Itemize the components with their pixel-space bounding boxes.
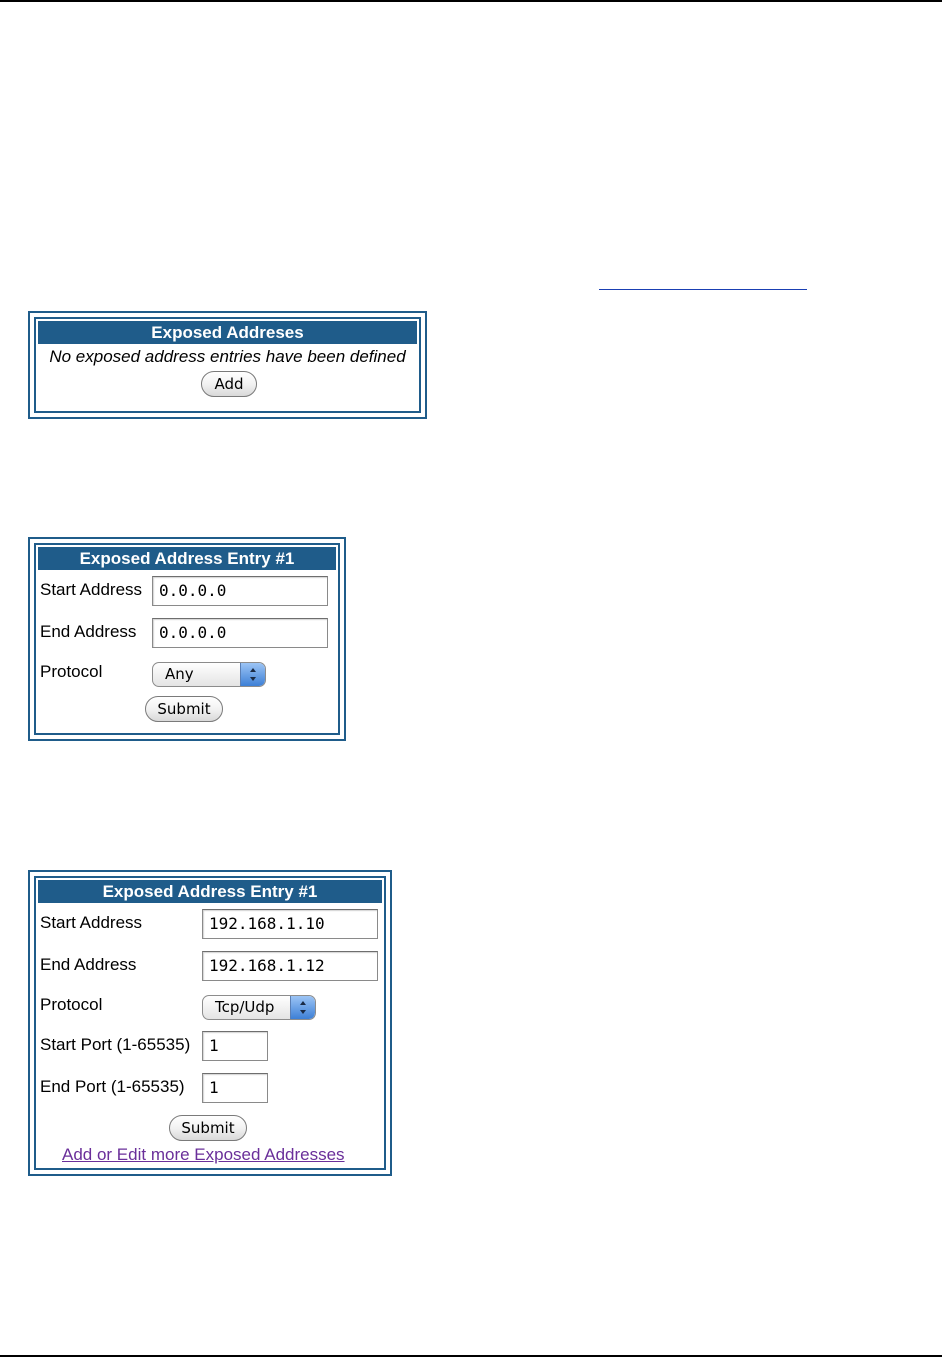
up-down-arrows-icon xyxy=(290,996,315,1019)
add-edit-exposed-addresses-link[interactable]: Add or Edit more Exposed Addresses xyxy=(62,1145,345,1164)
start-address-row xyxy=(38,572,336,614)
end-address-field[interactable]: 192.168.1.12 xyxy=(202,951,378,981)
start-address-field[interactable]: 0.0.0.0 xyxy=(152,576,328,606)
up-down-arrows-icon xyxy=(240,663,265,686)
add-button[interactable]: Add xyxy=(201,371,257,397)
empty-message: No exposed address entries have been defined xyxy=(49,347,406,366)
end-address-field[interactable]: 0.0.0.0 xyxy=(152,618,328,648)
end-port-label: End Port (1-65535) xyxy=(40,1077,185,1096)
end-address-label: End Address xyxy=(40,622,137,641)
panel-inner xyxy=(34,543,340,735)
end-port-field[interactable]: 1 xyxy=(202,1073,268,1103)
protocol-row xyxy=(38,656,336,694)
start-address-field[interactable]: 192.168.1.10 xyxy=(202,909,378,939)
end-port-row xyxy=(38,1069,382,1111)
panel-title: Exposed Addreses xyxy=(38,321,417,344)
panel-inner xyxy=(34,876,386,1170)
start-port-field[interactable]: 1 xyxy=(202,1031,268,1061)
end-address-row xyxy=(38,947,382,989)
submit-button[interactable]: Submit xyxy=(145,696,223,722)
protocol-row xyxy=(38,989,382,1027)
protocol-label: Protocol xyxy=(40,662,103,681)
panel-inner xyxy=(34,317,421,413)
start-port-label: Start Port (1-65535) xyxy=(40,1035,191,1054)
link-underline-fragment xyxy=(599,289,807,290)
top-rule xyxy=(0,0,942,2)
exposed-address-entry-panel-empty xyxy=(28,537,346,741)
start-address-label: Start Address xyxy=(40,913,143,932)
protocol-selected-value: Any xyxy=(165,665,194,683)
exposed-address-entry-panel-filled xyxy=(28,870,392,1176)
start-port-row xyxy=(38,1027,382,1069)
start-address-label: Start Address xyxy=(40,580,143,599)
end-address-row xyxy=(38,614,336,656)
submit-button[interactable]: Submit xyxy=(169,1115,247,1141)
protocol-label: Protocol xyxy=(40,995,103,1014)
end-address-label: End Address xyxy=(40,955,137,974)
protocol-select[interactable] xyxy=(152,662,266,687)
exposed-addresses-panel xyxy=(28,311,427,419)
protocol-selected-value: Tcp/Udp xyxy=(215,998,275,1016)
panel-title: Exposed Address Entry #1 xyxy=(38,880,382,903)
start-address-row xyxy=(38,905,382,947)
protocol-select[interactable] xyxy=(202,995,316,1020)
panel-title: Exposed Address Entry #1 xyxy=(38,547,336,570)
